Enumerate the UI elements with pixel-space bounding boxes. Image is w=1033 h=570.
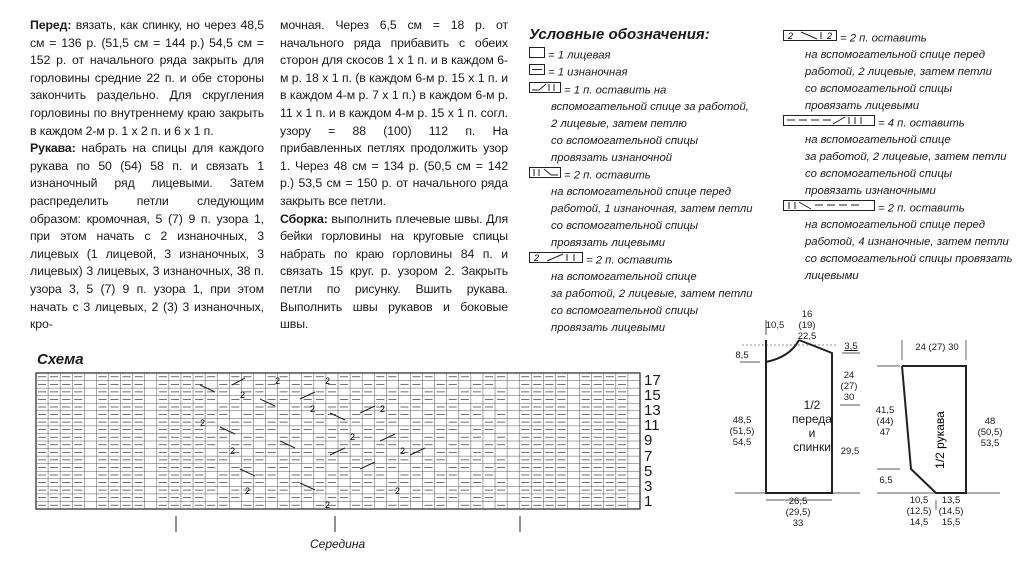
legend-text: провязать изнаночной: [551, 151, 673, 164]
legend-text: работой, 1 изнаночная, затем петли: [551, 202, 753, 215]
row-number: 17: [644, 372, 661, 389]
cell-mark: 2: [230, 446, 236, 456]
sleeve-right-height-dim: 48 (50,5) 53,5: [977, 416, 1003, 449]
neck-width-dim: 16 (19) 22,5: [797, 309, 817, 342]
legend-text: провязать изнаночными: [805, 185, 936, 198]
cell-mark: 2: [395, 486, 401, 496]
legend-text: 2 лицевые, затем петлю: [551, 117, 687, 130]
paragraph-text: вязать, как спинку, но через 48,5 см = 136 р. (51,5 см = 144 р.) 54,5 см = 152 р. от начального ряда закрыть для горловины средние 22 п. и обе стороны закончить раздельно. Для скругления горловины по внутреннему краю закрыть в каждом 2-м р. 1 х 2 п. и 6 х 1 п.: [30, 18, 264, 138]
row-number: 9: [644, 432, 653, 450]
neckline-curve: [766, 340, 799, 362]
legend-text: на вспомогательной спице перед: [805, 49, 985, 62]
legend-text: со вспомогательной спицы: [805, 168, 953, 181]
cell-mark: 2: [325, 376, 331, 386]
legend-text: = 1 п. оставить на: [564, 84, 667, 97]
row-number: 7: [644, 447, 653, 465]
legend-text: лицевыми: [805, 270, 859, 282]
sleeve-cuff-dim: 6,5: [879, 475, 893, 486]
front-bottom-dim: 26,5 (29,5) 33: [785, 496, 811, 529]
legend-text: = 2 п. оставить: [586, 254, 673, 267]
sleeve-bottom-left-dim: 10,5 (12,5) 14,5: [906, 495, 932, 528]
side-dim: 29,5: [840, 446, 860, 457]
legend-text: = 1 лицевая: [548, 49, 611, 62]
paragraph-text: мочная. Через 6,5 см = 18 р. от начального ряда прибавить с обеих сторон для скосов 1 х 1 п. и в каждом 6-м р. 18 х 1 п. (в каждом 6-м р. 15 х 1 п. и в каждом 4-м р. 7 х 1 п.) в каждом 6-м р. 11 х 1 п. и в каждом 4-м р. 15 х 1 п. согл. узору = 88 (100) 112 п. На прибавленных петлях продолжить узор 1. Через 48 см = 134 р. (50,5 см = 142 р.) 53,5 см = 150 р. от начального ряда закрыть все петли.: [280, 18, 508, 208]
legend-text: за работой, 2 лицевые, затем петли: [805, 151, 1007, 164]
cell-mark: 2: [245, 486, 251, 496]
paragraph-heading: Сборка:: [280, 211, 328, 226]
sleeve-name: 1/2 рукава: [933, 411, 947, 469]
row-number: 15: [644, 387, 661, 405]
cell-mark: 2: [275, 376, 281, 386]
legend-text: работой, 4 изнаночные, затем петли: [805, 236, 1009, 249]
legend-text: провязать лицевыми: [551, 321, 665, 334]
legend-title: Условные обозначения:: [529, 26, 710, 43]
svg-text:2: 2: [534, 252, 540, 263]
row-number: 3: [644, 477, 653, 495]
legend-text: на вспомогательной спице перед: [805, 219, 985, 232]
sleeve-top-dim: 24 (27) 30: [915, 342, 959, 353]
paragraph-text: выполнить плечевые швы. Для бейки горловины на круговые спицы набрать по краю горловины 84 п. и связать 15 круг. р. узором 2. Закрыть петли по рисунку. Вшить рукава. Выполнить швы рукавов и боковые швы.: [280, 211, 508, 332]
legend-text: со вспомогательной спицы провязать: [805, 253, 1013, 266]
legend-text: = 2 п. оставить: [840, 32, 927, 45]
row-number: 5: [644, 462, 653, 480]
armhole-dim: 24 (27) 30: [840, 370, 858, 403]
legend-text: = 1 изнаночная: [548, 66, 628, 79]
legend-text: со вспомогательной спицы: [551, 304, 699, 317]
legend-text: = 2 п. оставить: [564, 169, 651, 182]
shoulder-drop-dim: 3,5: [844, 341, 858, 352]
legend-text: = 2 п. оставить: [878, 202, 965, 215]
schema-title: Схема: [37, 351, 84, 368]
legend-text: со вспомогательной спицы: [551, 134, 699, 147]
cell-mark: 2: [240, 390, 246, 400]
paragraph-heading: Рукава:: [30, 141, 76, 156]
legend-text: на вспомогательной спице перед: [551, 186, 731, 198]
cell-mark: 2: [325, 500, 331, 510]
legend-text: провязать лицевыми: [805, 100, 919, 113]
svg-text:2: 2: [827, 31, 833, 41]
legend-text: на вспомогательной спице: [551, 270, 697, 283]
legend-text: со вспомогательной спицы: [805, 83, 953, 96]
front-name: 1/2 переда и спинки: [792, 398, 832, 454]
cell-mark: 2: [350, 432, 356, 442]
legend-text: работой, 2 лицевые, затем петли: [805, 66, 992, 79]
legend-text: за работой, 2 лицевые, затем петли: [551, 287, 753, 300]
legend-text: провязать лицевыми: [551, 236, 665, 249]
neck-left-dim: 10,5: [765, 320, 785, 331]
legend-text: вспомогательной спице за работой,: [551, 101, 749, 114]
cell-mark: 2: [400, 446, 406, 456]
row-number: 11: [644, 417, 660, 435]
neck-depth-dim: 8,5: [735, 350, 749, 361]
legend-text: со вспомогательной спицы: [551, 219, 699, 232]
cell-mark: 2: [310, 404, 316, 414]
cell-mark: 2: [200, 418, 206, 428]
row-number: 1: [644, 492, 653, 510]
paragraph-text: набрать на спицы для каждого рукава по 50 (54) 58 п. и связать 1 изнаночный ряд лицевыми. Затем распределить петли следующим образом: кромочная, 5 (7) 9 п. узора 1, при этом начать с 2 изнаночных, 3 лицевых (1 лицевой, 3 изнаночных, 3 лицевых) 3 лицевых, 3 изнаночных, 38 п. узора 3, 5 (7) 9 п. узора 1, при этом начать с 3 лицевых, 2 (3) 3 изнаночных, кро-: [30, 141, 264, 332]
paragraph-heading: Перед:: [30, 18, 72, 32]
legend-text: на вспомогательной спице: [805, 134, 951, 147]
svg-text:2: 2: [788, 31, 794, 41]
cell-mark: 2: [380, 404, 386, 414]
sleeve-left-height-dim: 41,5 (44) 47: [875, 405, 895, 438]
sleeve-bottom-right-dim: 13,5 (14,5) 15,5: [938, 495, 964, 528]
front-height-dim: 48,5 (51,5) 54,5: [729, 415, 755, 448]
legend-text: = 4 п. оставить: [878, 117, 965, 130]
row-number: 13: [644, 402, 661, 420]
center-label: Середина: [310, 537, 366, 551]
